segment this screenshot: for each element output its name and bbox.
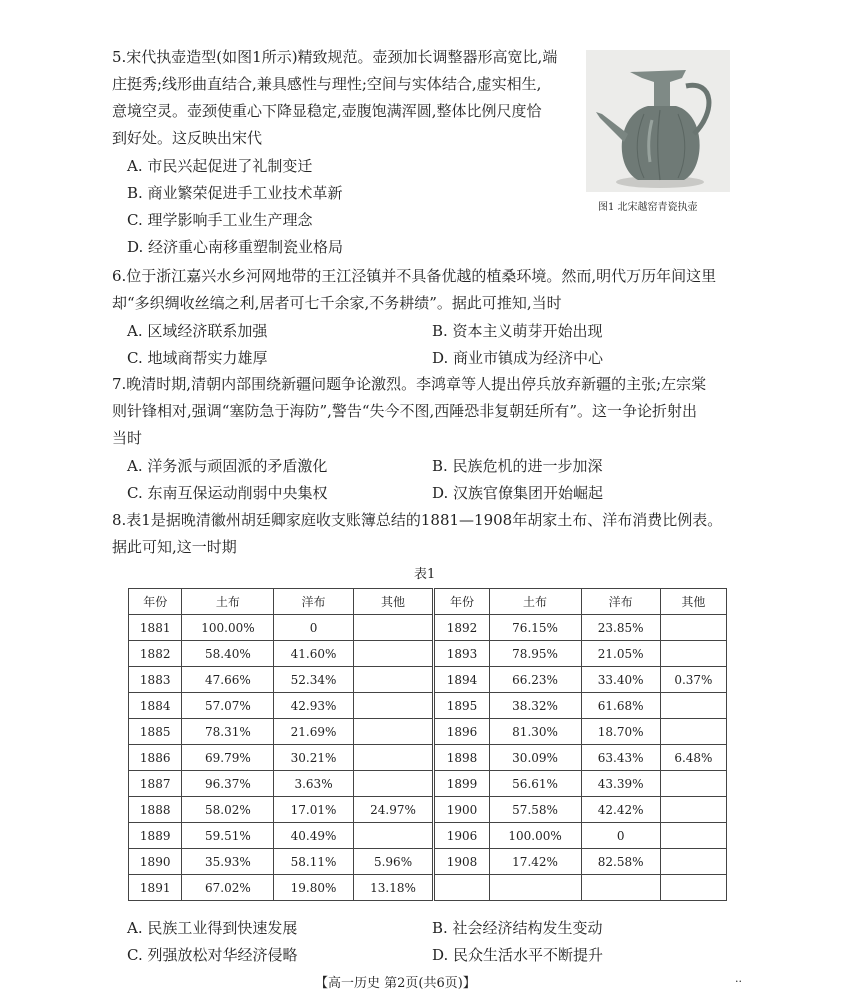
q8-option-d: D. 民众生活水平不断提升 bbox=[432, 946, 604, 964]
q6-option-d: D. 商业市镇成为经济中心 bbox=[432, 349, 604, 367]
table-cell: 63.43% bbox=[581, 745, 660, 771]
header-cell: 洋布 bbox=[581, 589, 660, 615]
table-cell: 24.97% bbox=[353, 797, 434, 823]
q8-option-c: C. 列强放松对华经济侵略 bbox=[127, 946, 298, 964]
table-header-row bbox=[129, 589, 727, 615]
table-cell: 1900 bbox=[434, 797, 489, 823]
table-cell: 30.21% bbox=[274, 745, 353, 771]
table-cell: 0.37% bbox=[660, 667, 726, 693]
table-cell: 69.79% bbox=[182, 745, 274, 771]
q8-option-a: A. 民族工业得到快速发展 bbox=[127, 919, 298, 937]
q5-line: 5.宋代执壶造型(如图1所示)精致规范。壶颈加长调整器形高宽比,端 bbox=[112, 48, 558, 66]
table-row bbox=[129, 615, 727, 641]
table-cell: 1895 bbox=[434, 693, 489, 719]
q5-option-d: D. 经济重心南移重塑制瓷业格局 bbox=[127, 238, 344, 256]
table-cell: 1887 bbox=[129, 771, 182, 797]
q6-line: 却“多织绸收丝缟之利,居者可七千余家,不务耕绩”。据此可推知,当时 bbox=[112, 294, 562, 312]
table-cell bbox=[660, 719, 726, 745]
table-cell bbox=[660, 693, 726, 719]
table-cell: 30.09% bbox=[489, 745, 581, 771]
table-cell: 59.51% bbox=[182, 823, 274, 849]
table-cell: 1898 bbox=[434, 745, 489, 771]
header-cell: 土布 bbox=[489, 589, 581, 615]
cloth-consumption-table bbox=[128, 588, 727, 901]
table-cell bbox=[660, 615, 726, 641]
table-cell: 100.00% bbox=[182, 615, 274, 641]
table-cell: 23.85% bbox=[581, 615, 660, 641]
q8-option-b: B. 社会经济结构发生变动 bbox=[432, 919, 603, 937]
table-cell: 58.02% bbox=[182, 797, 274, 823]
table-cell: 1892 bbox=[434, 615, 489, 641]
table-cell bbox=[353, 667, 434, 693]
table-cell bbox=[353, 719, 434, 745]
table-cell bbox=[353, 823, 434, 849]
table-cell: 43.39% bbox=[581, 771, 660, 797]
figure-caption: 图1 北宋越窑青瓷执壶 bbox=[598, 202, 698, 213]
table-cell bbox=[660, 849, 726, 875]
table-cell: 81.30% bbox=[489, 719, 581, 745]
q6-line: 6.位于浙江嘉兴水乡河网地带的王江泾镇并不具备优越的植桑环境。然而,明代万历年间这里 bbox=[112, 267, 717, 285]
table-cell: 17.01% bbox=[274, 797, 353, 823]
table-cell: 13.18% bbox=[353, 875, 434, 901]
table-cell: 40.49% bbox=[274, 823, 353, 849]
table-cell: 1890 bbox=[129, 849, 182, 875]
q5-line: 意境空灵。壶颈使重心下降显稳定,壶腹饱满浑圆,整体比例尺度恰 bbox=[112, 102, 542, 120]
table-cell: 66.23% bbox=[489, 667, 581, 693]
table-cell: 5.96% bbox=[353, 849, 434, 875]
table-cell: 35.93% bbox=[182, 849, 274, 875]
table-cell: 52.34% bbox=[274, 667, 353, 693]
table-row bbox=[129, 849, 727, 875]
q6-option-a: A. 区域经济联系加强 bbox=[127, 322, 268, 340]
table-cell: 1889 bbox=[129, 823, 182, 849]
table-cell: 1906 bbox=[434, 823, 489, 849]
table-cell: 76.15% bbox=[489, 615, 581, 641]
header-cell: 土布 bbox=[182, 589, 274, 615]
header-cell: 年份 bbox=[434, 589, 489, 615]
table-cell: 57.58% bbox=[489, 797, 581, 823]
table-cell: 1888 bbox=[129, 797, 182, 823]
table-cell bbox=[660, 875, 726, 901]
q7-line: 7.晚清时期,清朝内部围绕新疆问题争论激烈。李鸿章等人提出停兵放弃新疆的主张;左宗棠 bbox=[112, 375, 707, 393]
table-row bbox=[129, 693, 727, 719]
table-cell bbox=[353, 615, 434, 641]
question-6-stem bbox=[112, 263, 716, 317]
table-row bbox=[129, 823, 727, 849]
table-cell: 17.42% bbox=[489, 849, 581, 875]
table-cell: 61.68% bbox=[581, 693, 660, 719]
table-cell: 1882 bbox=[129, 641, 182, 667]
table-row bbox=[129, 667, 727, 693]
q6-option-c: C. 地域商帮实力雄厚 bbox=[127, 349, 268, 367]
table-row bbox=[129, 771, 727, 797]
ewer-photo bbox=[586, 50, 730, 192]
table-cell: 0 bbox=[581, 823, 660, 849]
table-cell: 1886 bbox=[129, 745, 182, 771]
table-cell: 57.07% bbox=[182, 693, 274, 719]
q5-option-b: B. 商业繁荣促进手工业技术革新 bbox=[127, 184, 343, 202]
header-cell: 其他 bbox=[353, 589, 434, 615]
corner-mark: .. bbox=[735, 972, 742, 985]
header-cell: 年份 bbox=[129, 589, 182, 615]
header-cell: 洋布 bbox=[274, 589, 353, 615]
table-cell: 1884 bbox=[129, 693, 182, 719]
table-cell: 56.61% bbox=[489, 771, 581, 797]
q8-line: 8.表1是据晚清徽州胡廷卿家庭收支账簿总结的1881—1908年胡家土布、洋布消费比例表。 bbox=[112, 511, 723, 529]
question-8-stem bbox=[112, 507, 722, 561]
q7-line: 当时 bbox=[112, 429, 143, 447]
table-cell bbox=[581, 875, 660, 901]
table-cell bbox=[353, 745, 434, 771]
table-cell: 1908 bbox=[434, 849, 489, 875]
table-cell bbox=[660, 797, 726, 823]
table-cell: 41.60% bbox=[274, 641, 353, 667]
table-cell: 3.63% bbox=[274, 771, 353, 797]
table-cell: 19.80% bbox=[274, 875, 353, 901]
table-cell bbox=[489, 875, 581, 901]
table-cell: 21.05% bbox=[581, 641, 660, 667]
table-cell: 38.32% bbox=[489, 693, 581, 719]
table-cell: 6.48% bbox=[660, 745, 726, 771]
q6-option-b: B. 资本主义萌芽开始出现 bbox=[432, 322, 603, 340]
q7-option-b: B. 民族危机的进一步加深 bbox=[432, 457, 603, 475]
table-cell: 1899 bbox=[434, 771, 489, 797]
q5-line: 庄挺秀;线形曲直结合,兼具感性与理性;空间与实体结合,虚实相生, bbox=[112, 75, 542, 93]
table-cell bbox=[434, 875, 489, 901]
table-cell: 100.00% bbox=[489, 823, 581, 849]
table-cell: 1891 bbox=[129, 875, 182, 901]
table-cell: 21.69% bbox=[274, 719, 353, 745]
table-cell: 1893 bbox=[434, 641, 489, 667]
table-cell bbox=[353, 641, 434, 667]
table-cell: 1885 bbox=[129, 719, 182, 745]
table-cell: 67.02% bbox=[182, 875, 274, 901]
table-cell bbox=[353, 693, 434, 719]
q7-option-c: C. 东南互保运动削弱中央集权 bbox=[127, 484, 328, 502]
table-cell: 1881 bbox=[129, 615, 182, 641]
table-cell: 47.66% bbox=[182, 667, 274, 693]
table-cell: 1883 bbox=[129, 667, 182, 693]
header-cell: 其他 bbox=[660, 589, 726, 615]
table-cell bbox=[660, 771, 726, 797]
table-cell: 78.95% bbox=[489, 641, 581, 667]
q8-line: 据此可知,这一时期 bbox=[112, 538, 237, 556]
q7-line: 则针锋相对,强调“塞防急于海防”,警告“失今不图,西陲恐非复朝廷所有”。这一争论折射出 bbox=[112, 402, 697, 420]
table-cell: 96.37% bbox=[182, 771, 274, 797]
q7-option-d: D. 汉族官僚集团开始崛起 bbox=[432, 484, 604, 502]
question-7-stem bbox=[112, 371, 706, 452]
table-cell: 42.42% bbox=[581, 797, 660, 823]
question-5-stem bbox=[112, 44, 557, 152]
table-row bbox=[129, 797, 727, 823]
page-footer: 【高一历史 第2页(共6页)】 bbox=[315, 976, 476, 991]
table-cell: 0 bbox=[274, 615, 353, 641]
table-cell: 58.40% bbox=[182, 641, 274, 667]
table-cell bbox=[660, 823, 726, 849]
q7-option-a: A. 洋务派与顽固派的矛盾激化 bbox=[127, 457, 328, 475]
table-cell: 1894 bbox=[434, 667, 489, 693]
table-row bbox=[129, 641, 727, 667]
table-cell: 1896 bbox=[434, 719, 489, 745]
table-row bbox=[129, 745, 727, 771]
table-row bbox=[129, 875, 727, 901]
q5-line: 到好处。这反映出宋代 bbox=[112, 129, 263, 147]
table-cell bbox=[660, 641, 726, 667]
q5-option-a: A. 市民兴起促进了礼制变迁 bbox=[127, 157, 313, 175]
table-caption: 表1 bbox=[414, 567, 436, 582]
table-cell: 33.40% bbox=[581, 667, 660, 693]
table-cell bbox=[353, 771, 434, 797]
table-cell: 42.93% bbox=[274, 693, 353, 719]
table-row bbox=[129, 719, 727, 745]
table-cell: 82.58% bbox=[581, 849, 660, 875]
q5-option-c: C. 理学影响手工业生产理念 bbox=[127, 211, 313, 229]
table-cell: 78.31% bbox=[182, 719, 274, 745]
table-cell: 58.11% bbox=[274, 849, 353, 875]
table-cell: 18.70% bbox=[581, 719, 660, 745]
